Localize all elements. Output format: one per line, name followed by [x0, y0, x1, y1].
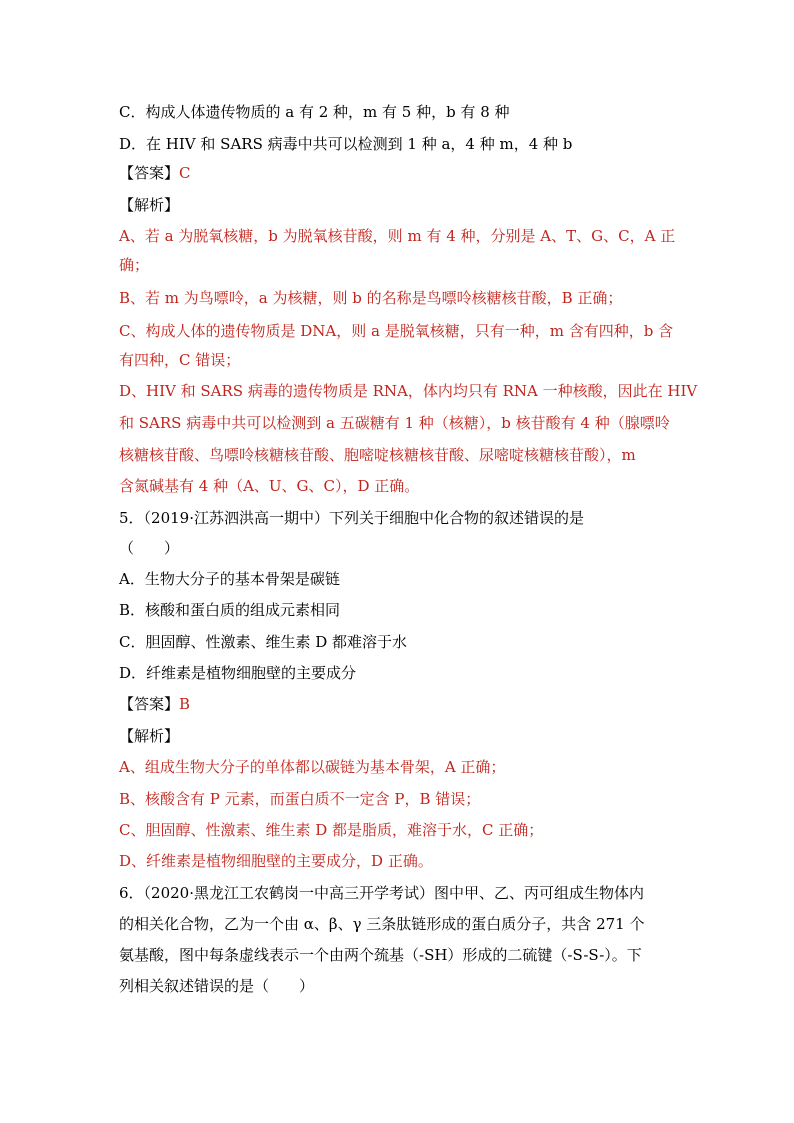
q4-analysis-line: 和 SARS 病毒中共可以检测到 a 五碳糖有 1 种（核糖），b 核苷酸有 4 种（腺嘌呤: [119, 414, 670, 432]
answer-label: 【答案】: [119, 695, 180, 713]
q6-stem-line: 6．（2020·黑龙江工农鹤岗一中高三开学考试）图中甲、乙、丙可组成生物体内: [119, 884, 644, 902]
q5-analysis-line: A、组成生物大分子的单体都以碳链为基本骨架，A 正确；: [119, 758, 506, 776]
q4-answer: [119, 163, 679, 183]
q5-option-c: C．胆固醇、性激素、维生素 D 都难溶于水: [119, 633, 408, 651]
q5-analysis-label: 【解析】: [119, 727, 180, 745]
q5-analysis-line: B、核酸含有 P 元素，而蛋白质不一定含 P，B 错误；: [119, 790, 481, 808]
q4-analysis-line: A、若 a 为脱氧核糖，b 为脱氧核苷酸，则 m 有 4 种，分别是 A、T、G、C，A 正: [119, 227, 676, 245]
q6-stem-line: 氨基酸，图中每条虚线表示一个由两个巯基（-SH）形成的二硫键（-S-S-）。下: [119, 946, 642, 964]
q6-stem-line: 列相关叙述错误的是（ ）: [119, 977, 315, 995]
q5-analysis-line: C、胆固醇、性激素、维生素 D 都是脂质，难溶于水，C 正确；: [119, 821, 544, 839]
q4-analysis-line: 含氮碱基有 4 种（A、U、G、C），D 正确。: [119, 477, 420, 495]
q5-stem: 5．（2019·江苏泗洪高一期中）下列关于细胞中化合物的叙述错误的是: [119, 509, 584, 527]
q4-option-c: C．构成人体遗传物质的 a 有 2 种，m 有 5 种，b 有 8 种: [119, 103, 510, 121]
q5-option-a: A．生物大分子的基本骨架是碳链: [119, 570, 340, 588]
q5-analysis-line: D、纤维素是植物细胞壁的主要成分，D 正确。: [119, 852, 433, 870]
q4-analysis-line: 有四种，C 错误；: [119, 351, 241, 369]
q5-blank: （ ）: [119, 539, 180, 557]
answer-label: 【答案】: [119, 164, 180, 182]
q5-option-d: D．纤维素是植物细胞壁的主要成分: [119, 664, 357, 682]
q4-analysis-line: 核糖核苷酸、鸟嘌呤核糖核苷酸、胞嘧啶核糖核苷酸、尿嘧啶核糖核苷酸），m: [119, 446, 636, 464]
q6-stem-line: 的相关化合物，乙为一个由 α、β、γ 三条肽链形成的蛋白质分子，共含 271 个: [119, 915, 645, 933]
q4-option-d: D．在 HIV 和 SARS 病毒中共可以检测到 1 种 a，4 种 m，4 种 b: [119, 135, 573, 153]
answer-value: C: [179, 164, 191, 182]
answer-value: B: [179, 695, 191, 713]
q4-analysis-label: 【解析】: [119, 196, 180, 214]
q5-option-b: B．核酸和蛋白质的组成元素相同: [119, 601, 341, 619]
q4-analysis-line: B、若 m 为鸟嘌呤，a 为核糖，则 b 的名称是鸟嘌呤核糖核苷酸，B 正确；: [119, 289, 623, 307]
q4-analysis-line: D、HIV 和 SARS 病毒的遗传物质是 RNA，体内均只有 RNA 一种核酸，因此在 HIV: [119, 382, 698, 400]
q4-analysis-line: 确；: [119, 256, 150, 274]
q5-answer: [119, 694, 679, 714]
q4-analysis-line: C、构成人体的遗传物质是 DNA，则 a 是脱氧核糖，只有一种，m 含有四种，b 含: [119, 322, 674, 340]
